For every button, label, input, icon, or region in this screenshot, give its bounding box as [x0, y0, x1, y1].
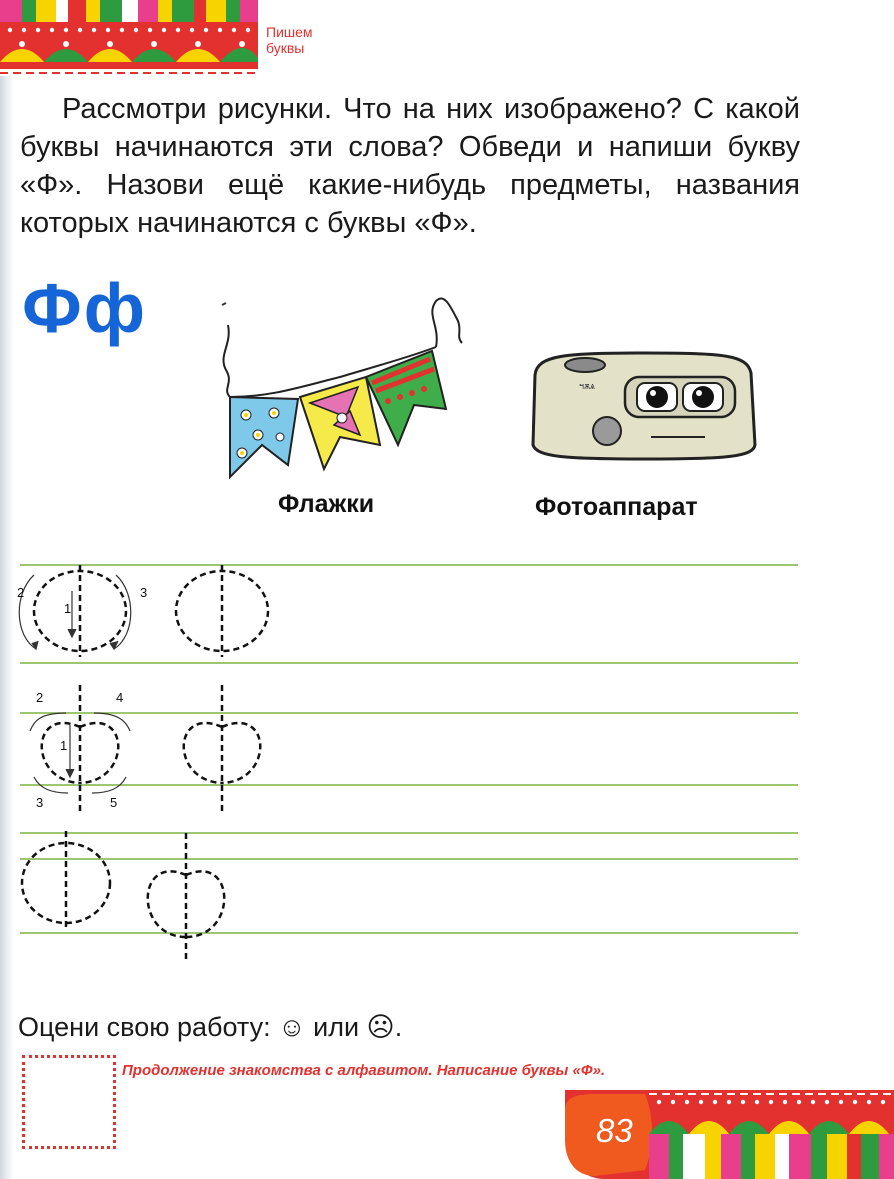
teacher-mark-box [22, 1055, 116, 1149]
section-label [266, 24, 313, 56]
flags-icon [200, 285, 480, 490]
caption-camera: Фотоаппарат [535, 493, 698, 521]
section-label-line2: буквы [266, 40, 305, 56]
header-ornament [0, 0, 258, 76]
stroke-number: 5 [110, 795, 118, 810]
ruling-lines [20, 565, 798, 933]
instruction-text [20, 90, 800, 242]
dashed-letter-row2 [42, 685, 261, 811]
letter-display: Фф [22, 269, 147, 347]
teacher-note: Продолжение знакомства с алфавитом. Написание буквы «Ф». [122, 1062, 606, 1079]
writing-practice-area [0, 545, 894, 975]
dashed-letter-row3 [22, 831, 224, 963]
stroke-number: 3 [36, 795, 44, 810]
stroke-number: 4 [116, 690, 124, 705]
page-number: 83 [596, 1112, 633, 1149]
caption-flags: Флажки [278, 490, 375, 518]
stroke-number: 2 [36, 690, 44, 705]
stroke-number: 1 [60, 738, 68, 753]
stroke-numbers-row1 [17, 585, 147, 616]
svg-text:ฯѫѧ: ฯѫѧ [579, 381, 595, 391]
instruction-body: Рассмотри рисунки. Что на них изображено? С какой буквы начинаются эти слова? Обведи и напиши букву «Ф». Назови ещё какие-нибудь предметы, названия которых начинаются с буквы «Ф». [20, 93, 800, 239]
camera-icon [525, 345, 765, 465]
stroke-number: 1 [64, 601, 72, 616]
section-label-line1: Пишем [266, 24, 313, 40]
stroke-number: 2 [17, 585, 25, 600]
stroke-number: 3 [140, 585, 148, 600]
self-assessment: Оцени свою работу: ☺ или ☹. [18, 1012, 403, 1042]
